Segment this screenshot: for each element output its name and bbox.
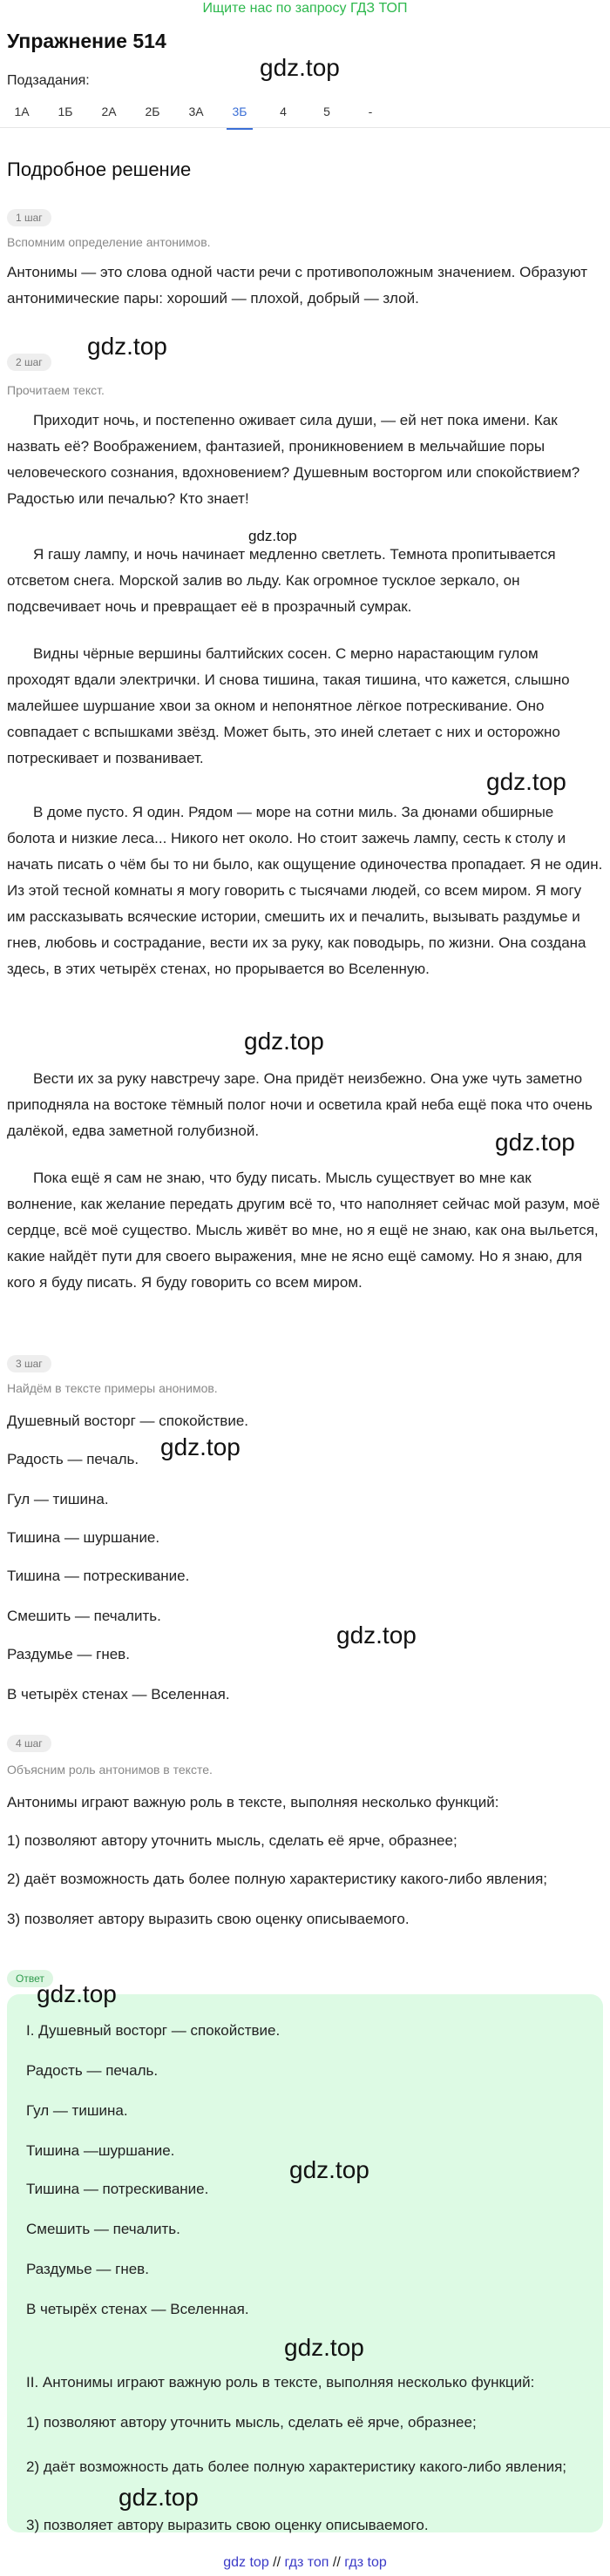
subtask-tab[interactable]: 3А bbox=[188, 105, 204, 118]
role-line: 3) позволяет автору выразить свою оценку описываемого. bbox=[7, 1911, 410, 1927]
text-paragraph: Приходит ночь, и постепенно оживает сила души, — ей нет пока имени. Как назвать её? Воображением, фантазией, проникновением в мельчайшие поры человеческого сознания, вдохновением? Душевным восторгом или спокойствием? Радостью или печалью? Кто знает! bbox=[7, 412, 580, 507]
subtasks-label: Подзадания: bbox=[7, 73, 90, 88]
step-badge: 4 шаг bbox=[7, 1735, 51, 1752]
watermark: gdz.top bbox=[336, 1622, 417, 1649]
subtask-tab[interactable]: - bbox=[368, 105, 373, 118]
text-paragraph: В доме пусто. Я один. Рядом — море на сотни миль. За дюнами обширные болота и низкие леса... Никого нет около. Но стоит зажечь лампу, сесть к столу и начать писать о чём бы то ни было, как ощущение одиночества пропадает. Я не один. Из этой тесной комнаты я могу говорить с тысячами людей, со всем миром. Я могу им рассказывать всяческие истории, смешить их и печалить, вызывать раздумье и гнев, любовь и сострадание, вести их за руку, как поводырь, по жизни. Она создана здесь, в этих четырёх стенах, но прорывается во Вселенную. bbox=[7, 804, 603, 977]
step-intro: Объясним роль антонимов в тексте. bbox=[7, 1763, 213, 1777]
role-line: Антонимы играют важную роль в тексте, выполняя несколько функций: bbox=[7, 1794, 499, 1811]
antonym-pair: Тишина — потрескивание. bbox=[7, 1568, 190, 1584]
antonym-pair: Раздумье — гнев. bbox=[7, 1646, 130, 1662]
watermark: gdz.top bbox=[37, 1980, 117, 2007]
subtask-tab-active[interactable]: 3Б bbox=[218, 97, 261, 126]
subtask-tabs bbox=[0, 94, 610, 129]
step-intro: Вспомним определение антонимов. bbox=[7, 235, 211, 249]
watermark: gdz.top bbox=[244, 1028, 324, 1055]
step-badge: 2 шаг bbox=[7, 354, 51, 371]
answer-line: Раздумье — гнев. bbox=[26, 2261, 149, 2277]
answer-line: I. Душевный восторг — спокойствие. bbox=[26, 2022, 281, 2039]
antonym-pair: Радость — печаль. bbox=[7, 1451, 139, 1467]
answer-line: Радость — печаль. bbox=[26, 2062, 159, 2079]
role-line: 2) даёт возможность дать более полную характеристику какого-либо явления; bbox=[7, 1871, 548, 1887]
bottom-links bbox=[0, 2555, 610, 2571]
answer-line: В четырёх стенах — Вселенная. bbox=[26, 2301, 249, 2317]
watermark: gdz.top bbox=[284, 2334, 364, 2361]
bottom-link[interactable]: гдз топ bbox=[284, 2555, 329, 2570]
answer-line: 3) позволяет автору выразить свою оценку описываемого. bbox=[26, 2517, 429, 2533]
watermark: gdz.top bbox=[160, 1433, 241, 1460]
text-paragraph: Видны чёрные вершины балтийских сосен. С мерно нарастающим гулом проходят вдали электрички. И снова тишина, такая тишина, что кажется, слышно малейшее шуршание хвои за окном и непонятное лёгкое потрескивание. Оно совпадает с вспышками звёзд. Может быть, это иней слетает с них и осторожно потрескивает и позванивает. bbox=[7, 645, 570, 766]
answer-line: Гул — тишина. bbox=[26, 2102, 128, 2119]
subtask-tab[interactable]: 1А bbox=[14, 105, 30, 118]
text-paragraph: Пока ещё я сам не знаю, что буду писать. Мысль существует во мне как волнение, как желание передать другим всё то, что наполняет сейчас мой разум, моё сердце, всё моё существо. Мысль живёт во мне, но я ещё не знаю, как она выльется, какие найдёт пути для своего выражения, мне не ясно ещё самому. Но я знаю, для кого я буду писать. Я буду говорить со всем миром. bbox=[7, 1170, 600, 1291]
answer-line: II. Антонимы играют важную роль в тексте, выполняя несколько функций: bbox=[26, 2374, 535, 2391]
tabs-divider bbox=[0, 127, 610, 128]
watermark: gdz.top bbox=[495, 1129, 575, 1156]
role-line: 1) позволяют автору уточнить мысль, сделать её ярче, образнее; bbox=[7, 1832, 458, 1849]
watermark: gdz.top bbox=[289, 2156, 369, 2183]
subtask-tab[interactable]: 1Б bbox=[58, 105, 73, 118]
link-separator: // bbox=[273, 2555, 281, 2570]
answer-line: 1) позволяют автору уточнить мысль, сделать её ярче, образнее; bbox=[26, 2414, 477, 2431]
antonym-pair: Смешить — печалить. bbox=[7, 1608, 161, 1624]
watermark: gdz.top bbox=[87, 333, 167, 360]
step-badge: 3 шаг bbox=[7, 1355, 51, 1372]
answer-line: 2) даёт возможность дать более полную характеристику какого-либо явления; bbox=[26, 2458, 567, 2475]
watermark: gdz.top bbox=[260, 54, 340, 81]
subtask-tab[interactable]: 2Б bbox=[145, 105, 160, 118]
watermark: gdz.top bbox=[248, 528, 297, 544]
answer-line: Тишина — потрескивание. bbox=[26, 2181, 209, 2197]
answer-line: Тишина —шуршание. bbox=[26, 2142, 175, 2159]
bottom-link[interactable]: gdz top bbox=[223, 2555, 269, 2570]
subtask-tab[interactable]: 5 bbox=[323, 105, 330, 118]
text-paragraph: Я гашу лампу, и ночь начинает медленно светлеть. Темнота пропитывается отсветом снега. Морской залив во льду. Как огромное тусклое зеркало, он подсвечивает ночь и превращает её в прозрачный сумрак. bbox=[7, 546, 556, 615]
antonym-pair: Душевный восторг — спокойствие. bbox=[7, 1413, 249, 1429]
section-title: Подробное решение bbox=[7, 158, 192, 180]
antonym-pair: Гул — тишина. bbox=[7, 1491, 109, 1507]
step-intro: Найдём в тексте примеры анонимов. bbox=[7, 1381, 218, 1395]
watermark: gdz.top bbox=[119, 2484, 199, 2511]
antonym-pair: Тишина — шуршание. bbox=[7, 1529, 160, 1546]
bottom-link[interactable]: гдз top bbox=[344, 2555, 387, 2570]
step-badge: 1 шаг bbox=[7, 209, 51, 226]
subtask-tab[interactable]: 2А bbox=[101, 105, 117, 118]
step-text: Антонимы — это слова одной части речи с противоположным значением. Образуют антонимические пары: хороший — плохой, добрый — злой. bbox=[7, 264, 588, 307]
subtask-tab[interactable]: 4 bbox=[280, 105, 287, 118]
top-ad-banner[interactable]: Ищите нас по запросу ГДЗ ТОП bbox=[202, 1, 408, 16]
link-separator: // bbox=[332, 2555, 341, 2570]
text-paragraph: Вести их за руку навстречу заре. Она придёт неизбежно. Она уже чуть заметно приподняла на востоке тёмный полог ночи и осветила край неба ещё пока что очень далёкой, едва заметной голубизной. bbox=[7, 1070, 593, 1139]
antonym-pair: В четырёх стенах — Вселенная. bbox=[7, 1686, 230, 1703]
watermark: gdz.top bbox=[486, 768, 566, 795]
exercise-title: Упражнение 514 bbox=[7, 30, 166, 52]
step-intro: Прочитаем текст. bbox=[7, 383, 105, 397]
answer-line: Смешить — печалить. bbox=[26, 2221, 180, 2237]
answer-badge: Ответ bbox=[7, 1970, 53, 1987]
